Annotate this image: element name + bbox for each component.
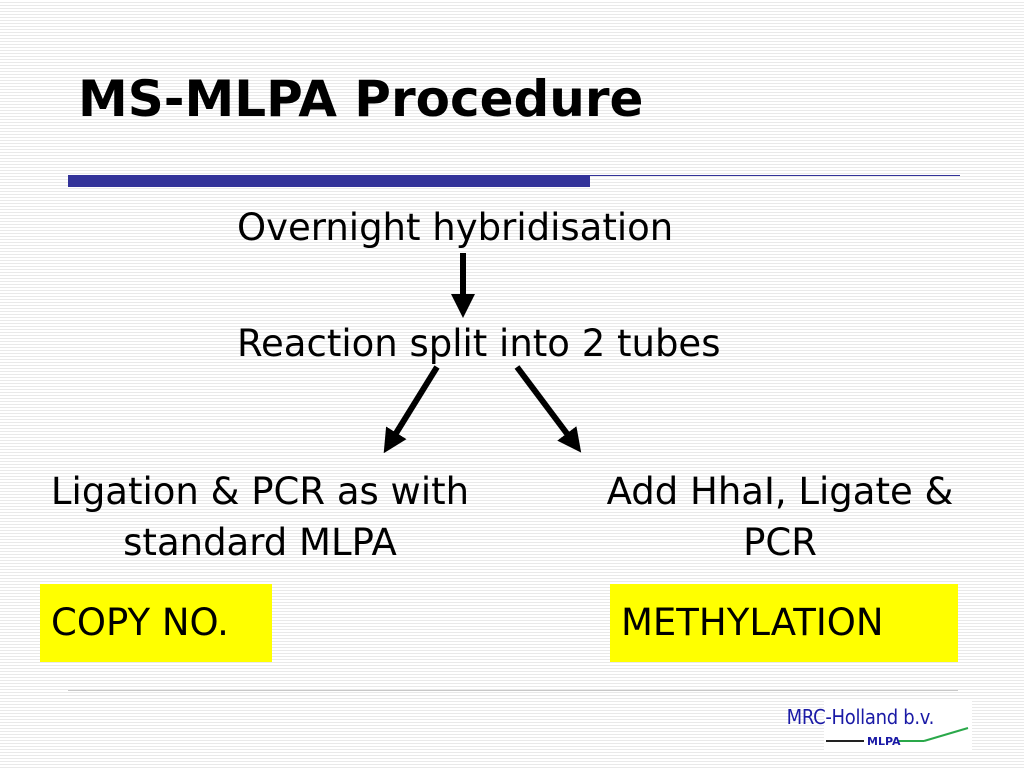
branch-hhai-digest [540, 466, 1020, 568]
branch-standard-line2: standard MLPA [123, 521, 397, 564]
mrc-holland-logo [786, 700, 972, 752]
arrow-right [517, 367, 574, 443]
branch-hhai-line1: Add HhaI, Ligate & [606, 470, 954, 513]
slide-title: MS-MLPA Procedure [78, 70, 644, 128]
step-overnight-hybridisation: Overnight hybridisation [237, 206, 674, 249]
result-methylation: METHYLATION [610, 584, 958, 662]
footer-divider [68, 690, 958, 691]
branch-standard-line1: Ligation & PCR as with [50, 470, 470, 513]
result-copy-number: COPY NO. [40, 584, 272, 662]
arrow-left [390, 367, 437, 443]
logo-graphic [824, 700, 972, 752]
step-reaction-split: Reaction split into 2 tubes [237, 322, 721, 365]
branch-hhai-line2: PCR [743, 521, 817, 564]
branch-standard-mlpa [10, 466, 510, 568]
logo-company-name: MRC-Holland b.v. [786, 705, 934, 729]
logo-mlpa-mark: MLPA [867, 735, 901, 748]
